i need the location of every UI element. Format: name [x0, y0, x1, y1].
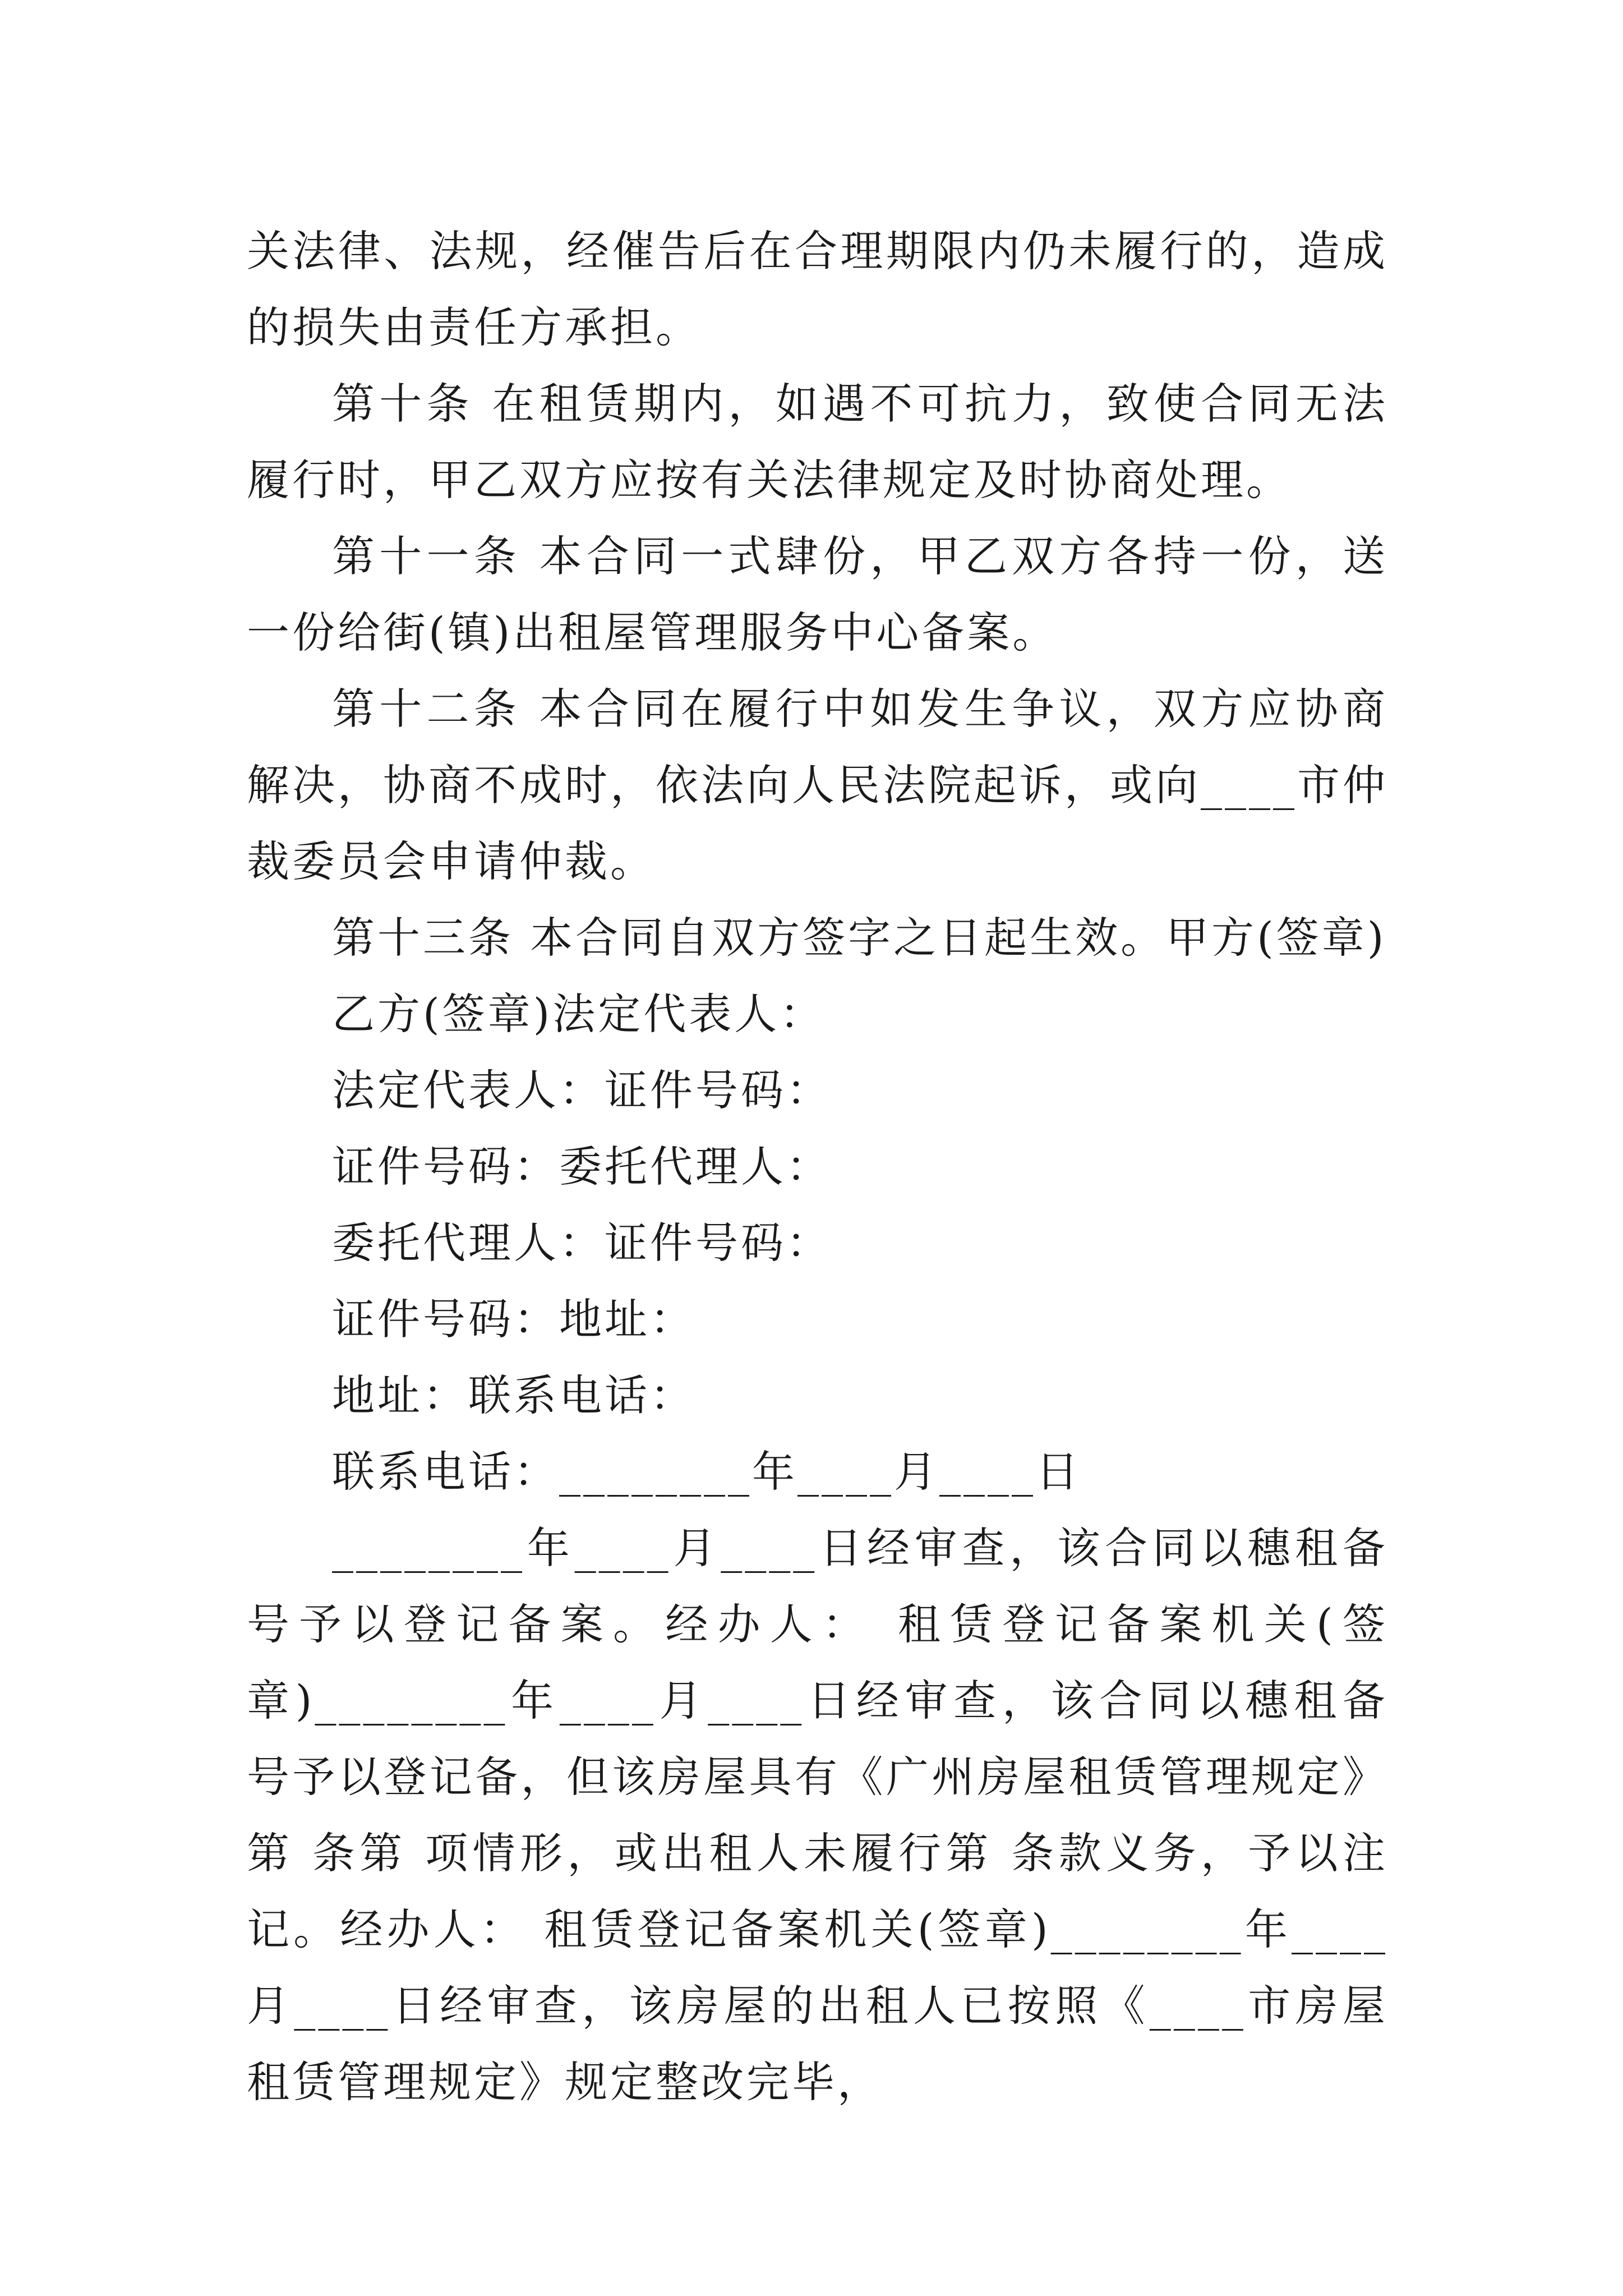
article-13: 第十三条 本合同自双方签字之日起生效。甲方(签章) — [332, 913, 1387, 963]
signature-line-phone: 地址：联系电话： — [332, 1370, 695, 1420]
signature-line-address: 证件号码：地址： — [332, 1294, 695, 1344]
signature-line-date: 联系电话：________年____月____日 — [332, 1447, 1081, 1497]
signature-line-agent: 委托代理人：证件号码： — [332, 1218, 832, 1268]
document-body — [247, 213, 1388, 2120]
article-11: 第十一条 本合同一式肆份，甲乙双方各持一份，送一份给街(镇)出租屋管理服务中心备案。 — [247, 531, 1388, 657]
article-12: 第十二条 本合同在履行中如发生争议，双方应协商解决，协商不成时，依法向人民法院起诉，或向____市仲裁委员会申请仲裁。 — [247, 684, 1388, 886]
signature-line-id-number: 证件号码：委托代理人： — [332, 1142, 832, 1191]
signature-line-party-b: 乙方(签章)法定代表人： — [332, 989, 826, 1039]
registration-paragraph: ________年____月____日经审查，该合同以穗租备 号予以登记备案。经办人： 租赁登记备案机关(签章)________年____月____日经审查，该合同以穗租备 号予以登记备，但该房屋具有《广州房屋租赁管理规定》第 条第 项情形，或出租人未履行第 条款义务，予以注记。经办人： 租赁登记备案机关(签章)________年____月____日经审查，该房屋的出租人已按照《____市房屋租赁管理规定》规定整改完毕， — [247, 1523, 1388, 2107]
paragraph-continuation: 关法律、法规，经催告后在合理期限内仍未履行的，造成的损失由责任方承担。 — [247, 226, 1388, 352]
article-10: 第十条 在租赁期内，如遇不可抗力，致使合同无法履行时，甲乙双方应按有关法律规定及时协商处理。 — [247, 379, 1388, 505]
signature-line-legal-rep: 法定代表人：证件号码： — [332, 1065, 832, 1115]
